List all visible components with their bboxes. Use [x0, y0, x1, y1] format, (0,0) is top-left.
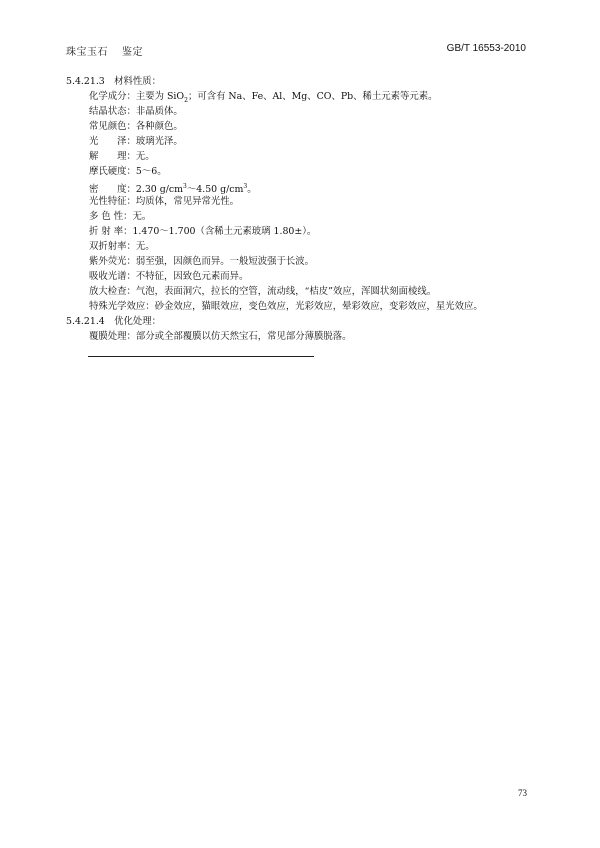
property-label: 紫外荧光：: [89, 256, 136, 267]
property-label: 光 泽：: [89, 136, 136, 147]
property-value: 各种颜色。: [135, 121, 183, 132]
property-label: 结晶状态：: [89, 106, 136, 117]
property-label: 常见颜色：: [89, 121, 136, 132]
section-title: 优化处理：: [114, 316, 162, 327]
end-rule: [88, 356, 314, 357]
page-number: 73: [518, 788, 527, 798]
section-number: 5.4.21.4: [66, 316, 105, 327]
property-value: 均质体，常见异常光性。: [135, 196, 240, 207]
property-birefringence: [89, 240, 155, 254]
property-value: 2.30 $g/cm^3\sim 4.50$ $g/cm^3$。: [135, 183, 257, 196]
header-title-left: 珠宝玉石: [66, 47, 108, 58]
property-value: 5～6。: [135, 166, 167, 177]
property-luster: [89, 135, 183, 149]
property-value: 1.470～1.700（含稀土元素玻璃 1.80±）。: [132, 226, 317, 237]
property-label: 光性特征：: [89, 196, 136, 207]
property-value: 主要为 SiO$_2$；可含有 Na、Fe、Al、Mg、CO、Pb、稀土元素等元素。: [135, 91, 438, 104]
property-uv-fluorescence: [89, 255, 314, 269]
property-value: 气泡，表面洞穴，拉长的空管，流动线，“桔皮”效应，浑圆状刻面棱线。: [135, 286, 437, 297]
property-label: 放大检查：: [89, 286, 136, 297]
property-label: 解 理：: [89, 151, 136, 162]
property-label: 双折射率：: [89, 241, 136, 252]
property-value: 无。: [132, 211, 152, 222]
property-label: 吸收光谱：: [89, 271, 136, 282]
property-label: 密 度：: [89, 184, 136, 196]
property-pleochroism: [89, 210, 151, 224]
property-crystal-state: [89, 105, 183, 119]
property-value: 非晶质体。: [135, 106, 183, 117]
property-value: 弱至强，因颜色而异。一般短波强于长波。: [135, 256, 315, 267]
property-value: 砂金效应，猫眼效应，变色效应，光彩效应，晕彩效应，变彩效应，星光效应。: [154, 301, 483, 312]
section-number: 5.4.21.3: [66, 76, 105, 87]
property-mohs-hardness: [89, 165, 167, 179]
property-optical-character: [89, 195, 239, 209]
treatment-coating: [89, 330, 352, 344]
property-value: 无。: [135, 151, 155, 162]
property-cleavage: [89, 150, 155, 164]
property-value: 不特征，因致色元素而异。: [135, 271, 249, 282]
property-special-optical-effects: [89, 300, 483, 314]
section-heading-enhancement: [66, 315, 161, 329]
property-common-color: [89, 120, 183, 134]
header-title: [66, 43, 143, 58]
treatment-value: 部分或全部覆膜以仿天然宝石，常见部分薄膜脱落。: [135, 331, 352, 342]
treatment-label: 覆膜处理：: [89, 331, 136, 342]
section-title: 材料性质：: [114, 76, 162, 87]
header-title-right: 鉴定: [122, 47, 143, 58]
property-magnification: [89, 285, 436, 299]
standard-code: GB/T 16553-2010: [446, 43, 526, 54]
property-label: 化学成分：: [89, 91, 136, 102]
property-label: 摩氏硬度：: [89, 166, 136, 177]
section-heading-material-properties: [66, 75, 161, 89]
property-label: 折 射 率：: [89, 226, 133, 237]
property-label: 多 色 性：: [89, 211, 133, 222]
property-refractive-index: [89, 225, 316, 239]
property-absorption-spectrum: [89, 270, 248, 284]
property-label: 特殊光学效应：: [89, 301, 155, 312]
property-value: 玻璃光泽。: [135, 136, 183, 147]
property-value: 无。: [135, 241, 155, 252]
